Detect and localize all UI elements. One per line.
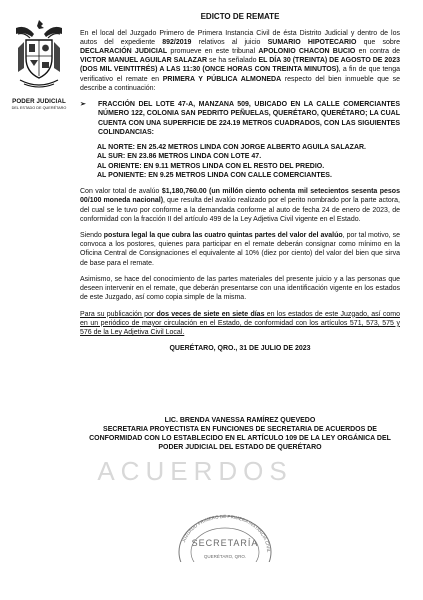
sidebar [6,18,72,110]
signer-name: LIC. BRENDA VANESSA RAMÍREZ QUEVEDO [164,416,316,424]
paragraph-publication [80,310,400,338]
valuation-amount: $1,180,760.00 [161,188,207,196]
page-title: EDICTO DE REMATE [200,12,280,21]
publication-frequency: dos veces de siete en siete días [156,310,265,318]
stamp-bottom-text: QUERÉTARO, QRO. [203,554,247,559]
case-number: 892/2019 [162,38,192,46]
institution-title: PODER JUDICIAL [12,98,66,105]
text-run: en contra de [355,48,401,56]
signer-role: SECRETARIA PROYECTISTA EN FUNCIONES DE SECRETARIA DE ACUERDOS DE CONFORMIDAD CON LO ESTABLECIDO EN EL ARTÍCULO 109 DE LA LEY ORGÁNICA DEL PODER JUDICIAL DEL ESTADO DE QUERÉTARO [89,425,391,452]
trial-type: SUMARIO HIPOTECARIO [267,38,357,46]
boundary-west: AL PONIENTE: EN 9.25 METROS LINDA CON CALLE COMERCIANTES. [97,171,332,179]
text-run: en los estados de este Juzgado, así como en un periódico de mayor circulación en el Estado, de conformidad con los artículos 571, 573, 575 y 576 de la Ley Adjetiva Civil Local. [80,310,400,337]
stamp-center-text: SECRETARÍA [191,538,259,548]
paragraph-valuation [80,187,400,224]
text-run: , a fin de que tenga verificativo el remate en [80,66,400,83]
signature-space [80,354,400,416]
text-run: promueve en este tribunal [167,48,259,56]
coat-of-arms-icon [12,18,66,92]
arrow-bullet-icon: ➢ [80,101,86,109]
auction-date: EL DÍA 30 (TREINTA) DE AGOSTO DE 2023 (DOS MIL VEINTITRÉS) A LAS 11:30 (ONCE HORAS CON TREINTA MINUTOS) [80,57,400,74]
valuation-words: (un millón ciento ochenta mil setecientos sesenta pesos 00/100 moneda nacional) [80,188,400,205]
defendant-name: VICTOR MANUEL AGUILAR SALAZAR [80,57,208,65]
stamp-arc-text: JUZGADO PRIMERO DE PRIMERA INSTANCIA CIVIL [180,513,272,553]
text-run: se ha señalado [207,57,259,65]
paragraph-bid [80,231,400,268]
property-text: FRACCIÓN DEL LOTE 47-A, MANZANA 509, UBICADO EN LA CALLE COMERCIANTES NÚMERO 122, COLONIA SAN PEDRITO PEÑUELAS, QUERÉTARO, QUERÉTARO; LA CUAL CUENTA CON UNA SUPERFICIE DE 224.19 METROS CUADRADOS, CON LAS SIGUIENTES COLINDANCIAS: [98,101,400,136]
plaintiff-name: APOLONIO CHACON BUCIO [258,48,356,56]
boundary-east: AL ORIENTE: EN 9.11 METROS LINDA CON EL RESTO DEL PREDIO. [97,162,325,170]
property-boundaries [97,143,400,180]
text-run: relativos al juicio [191,38,268,46]
text-run: , por tal motivo, se convoca a los postores, quienes para participar en el remate deberán consignar como mínimo en la Oficina Central de Consignaciones el equivalente al 10% (diez por ciento) del valor del bien que sirva de base para el remate. [80,232,400,267]
text-run: En el local del Juzgado Primero de Primera Instancia Civil de ésta Distrito Judicial y dentro de los autos del expediente [80,29,400,46]
institution-subtitle: DEL ESTADO DE QUERÉTARO [11,105,67,110]
boundary-south: AL SUR: EN 23.86 METROS LINDA CON LOTE 47. [97,153,262,161]
paragraph-notice: Asimismo, se hace del conocimiento de las partes materiales del presente juicio y a las personas que deseen intervenir en el remate, que deberán presentarse con una identificación vigente en los estados de este Juzgado, así como copia simple de la misma. [80,275,400,302]
text-run: Con valor total de avalúo [80,188,162,196]
watermark-text: ACUERDOS [97,456,293,486]
court-stamp [175,512,275,562]
claim-type: DECLARACIÓN JUDICIAL [80,48,168,56]
auction-type: PRIMERA Y PÚBLICA ALMONEDA [162,75,282,83]
date-line: QUERÉTARO, QRO., 31 DE JULIO DE 2023 [169,345,311,353]
text-run: , que resulta del avalúo realizado por el perito nombrado por la parte actora, del cual se le tuvo por conforme a la demandada conforme al auto de fecha 24 de enero de 2023, de conformidad con la fracción II del artículo 499 de la Ley Adjetiva Civil vigente en el Estado. [80,197,400,223]
document-body [80,12,400,453]
paragraph-intro [80,29,400,94]
text-run: Siendo [80,232,104,239]
legal-bid: postura legal la que cubra las cuatro quintas partes del valor del avalúo [103,232,343,239]
boundary-north: AL NORTE: EN 25.42 METROS LINDA CON JORGE ALBERTO AGUILA SALAZAR. [97,144,367,152]
text-run: que sobre [356,38,400,46]
property-description [80,100,400,137]
text-run: respecto del bien inmueble que se describe a continuación: [80,75,400,92]
text-run: Para su publicación por [80,310,157,318]
